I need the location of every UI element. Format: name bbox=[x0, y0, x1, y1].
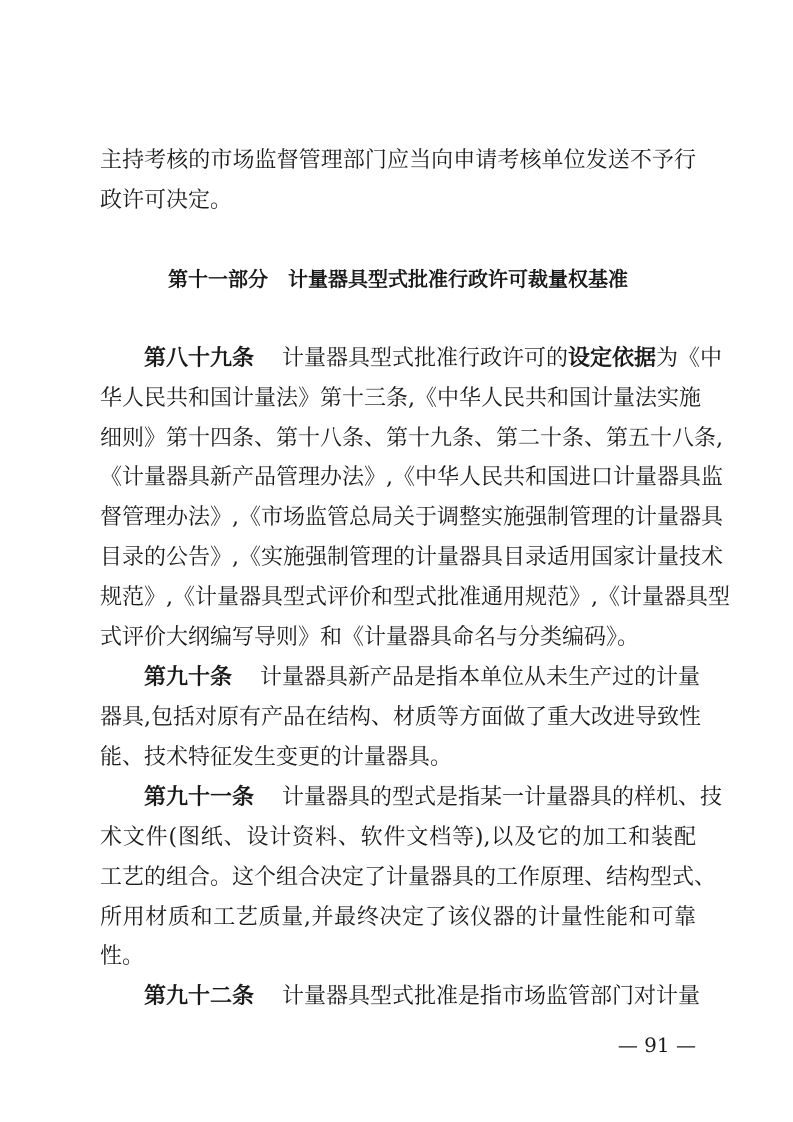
article-90-line: 能、技术特征发生变更的计量器具。 bbox=[100, 745, 453, 770]
article-91-line: 所用材质和工艺质量,并最终决定了该仪器的计量性能和可靠 bbox=[100, 905, 696, 930]
article-90-number: 第九十条 bbox=[144, 665, 233, 690]
section-heading: 第十一部分 计量器具型式批准行政许可裁量权基准 bbox=[168, 267, 628, 291]
article-89-line: 《计量器具新产品管理办法》,《中华人民共和国进口计量器具监 bbox=[100, 465, 723, 490]
article-91-line: 术文件(图纸、设计资料、软件文档等),以及它的加工和装配 bbox=[100, 825, 696, 850]
article-89-line: 规范》,《计量器具型式评价和型式批准通用规范》,《计量器具型 bbox=[100, 585, 730, 610]
article-90-text-start: 计量器具新产品是指本单位从未生产过的计量 bbox=[260, 665, 701, 690]
article-90-first-line bbox=[100, 663, 701, 693]
article-89-first-line bbox=[100, 344, 723, 374]
article-90-line: 器具,包括对原有产品在结构、材质等方面做了重大改进导致性 bbox=[100, 705, 701, 730]
article-91-number: 第九十一条 bbox=[144, 785, 255, 810]
article-89-line: 目录的公告》,《实施强制管理的计量器具目录适用国家计量技术 bbox=[100, 545, 723, 570]
page-number: — 91 — bbox=[617, 1033, 696, 1057]
article-89-line: 式评价大纲编写导则》和《计量器具命名与分类编码》。 bbox=[100, 625, 640, 650]
article-89-line: 华人民共和国计量法》第十三条,《中华人民共和国计量法实施 bbox=[100, 386, 701, 411]
carryover-line-2: 政许可决定。 bbox=[100, 188, 233, 213]
article-89-line: 督管理办法》,《市场监管总局关于调整实施强制管理的计量器具 bbox=[100, 505, 723, 530]
article-91-first-line bbox=[100, 783, 723, 813]
article-89-text-end: 为《中 bbox=[656, 346, 723, 371]
carryover-line-1: 主持考核的市场监督管理部门应当向申请考核单位发送不予行 bbox=[100, 148, 696, 173]
article-92-text-start: 计量器具型式批准是指市场监管部门对计量 bbox=[282, 984, 701, 1009]
article-89-line: 细则》第十四条、第十八条、第十九条、第二十条、第五十八条, bbox=[100, 426, 723, 451]
article-91-text-start: 计量器具的型式是指某一计量器具的样机、技 bbox=[282, 785, 723, 810]
article-89-number: 第八十九条 bbox=[144, 346, 255, 371]
article-91-line: 工艺的组合。这个组合决定了计量器具的工作原理、结构型式、 bbox=[100, 865, 717, 890]
article-91-line: 性。 bbox=[100, 944, 145, 969]
article-92-number: 第九十二条 bbox=[144, 984, 255, 1009]
article-89-emphasis: 设定依据 bbox=[568, 346, 657, 371]
article-92-first-line bbox=[100, 982, 701, 1012]
article-89-text-start: 计量器具型式批准行政许可的 bbox=[282, 346, 569, 371]
